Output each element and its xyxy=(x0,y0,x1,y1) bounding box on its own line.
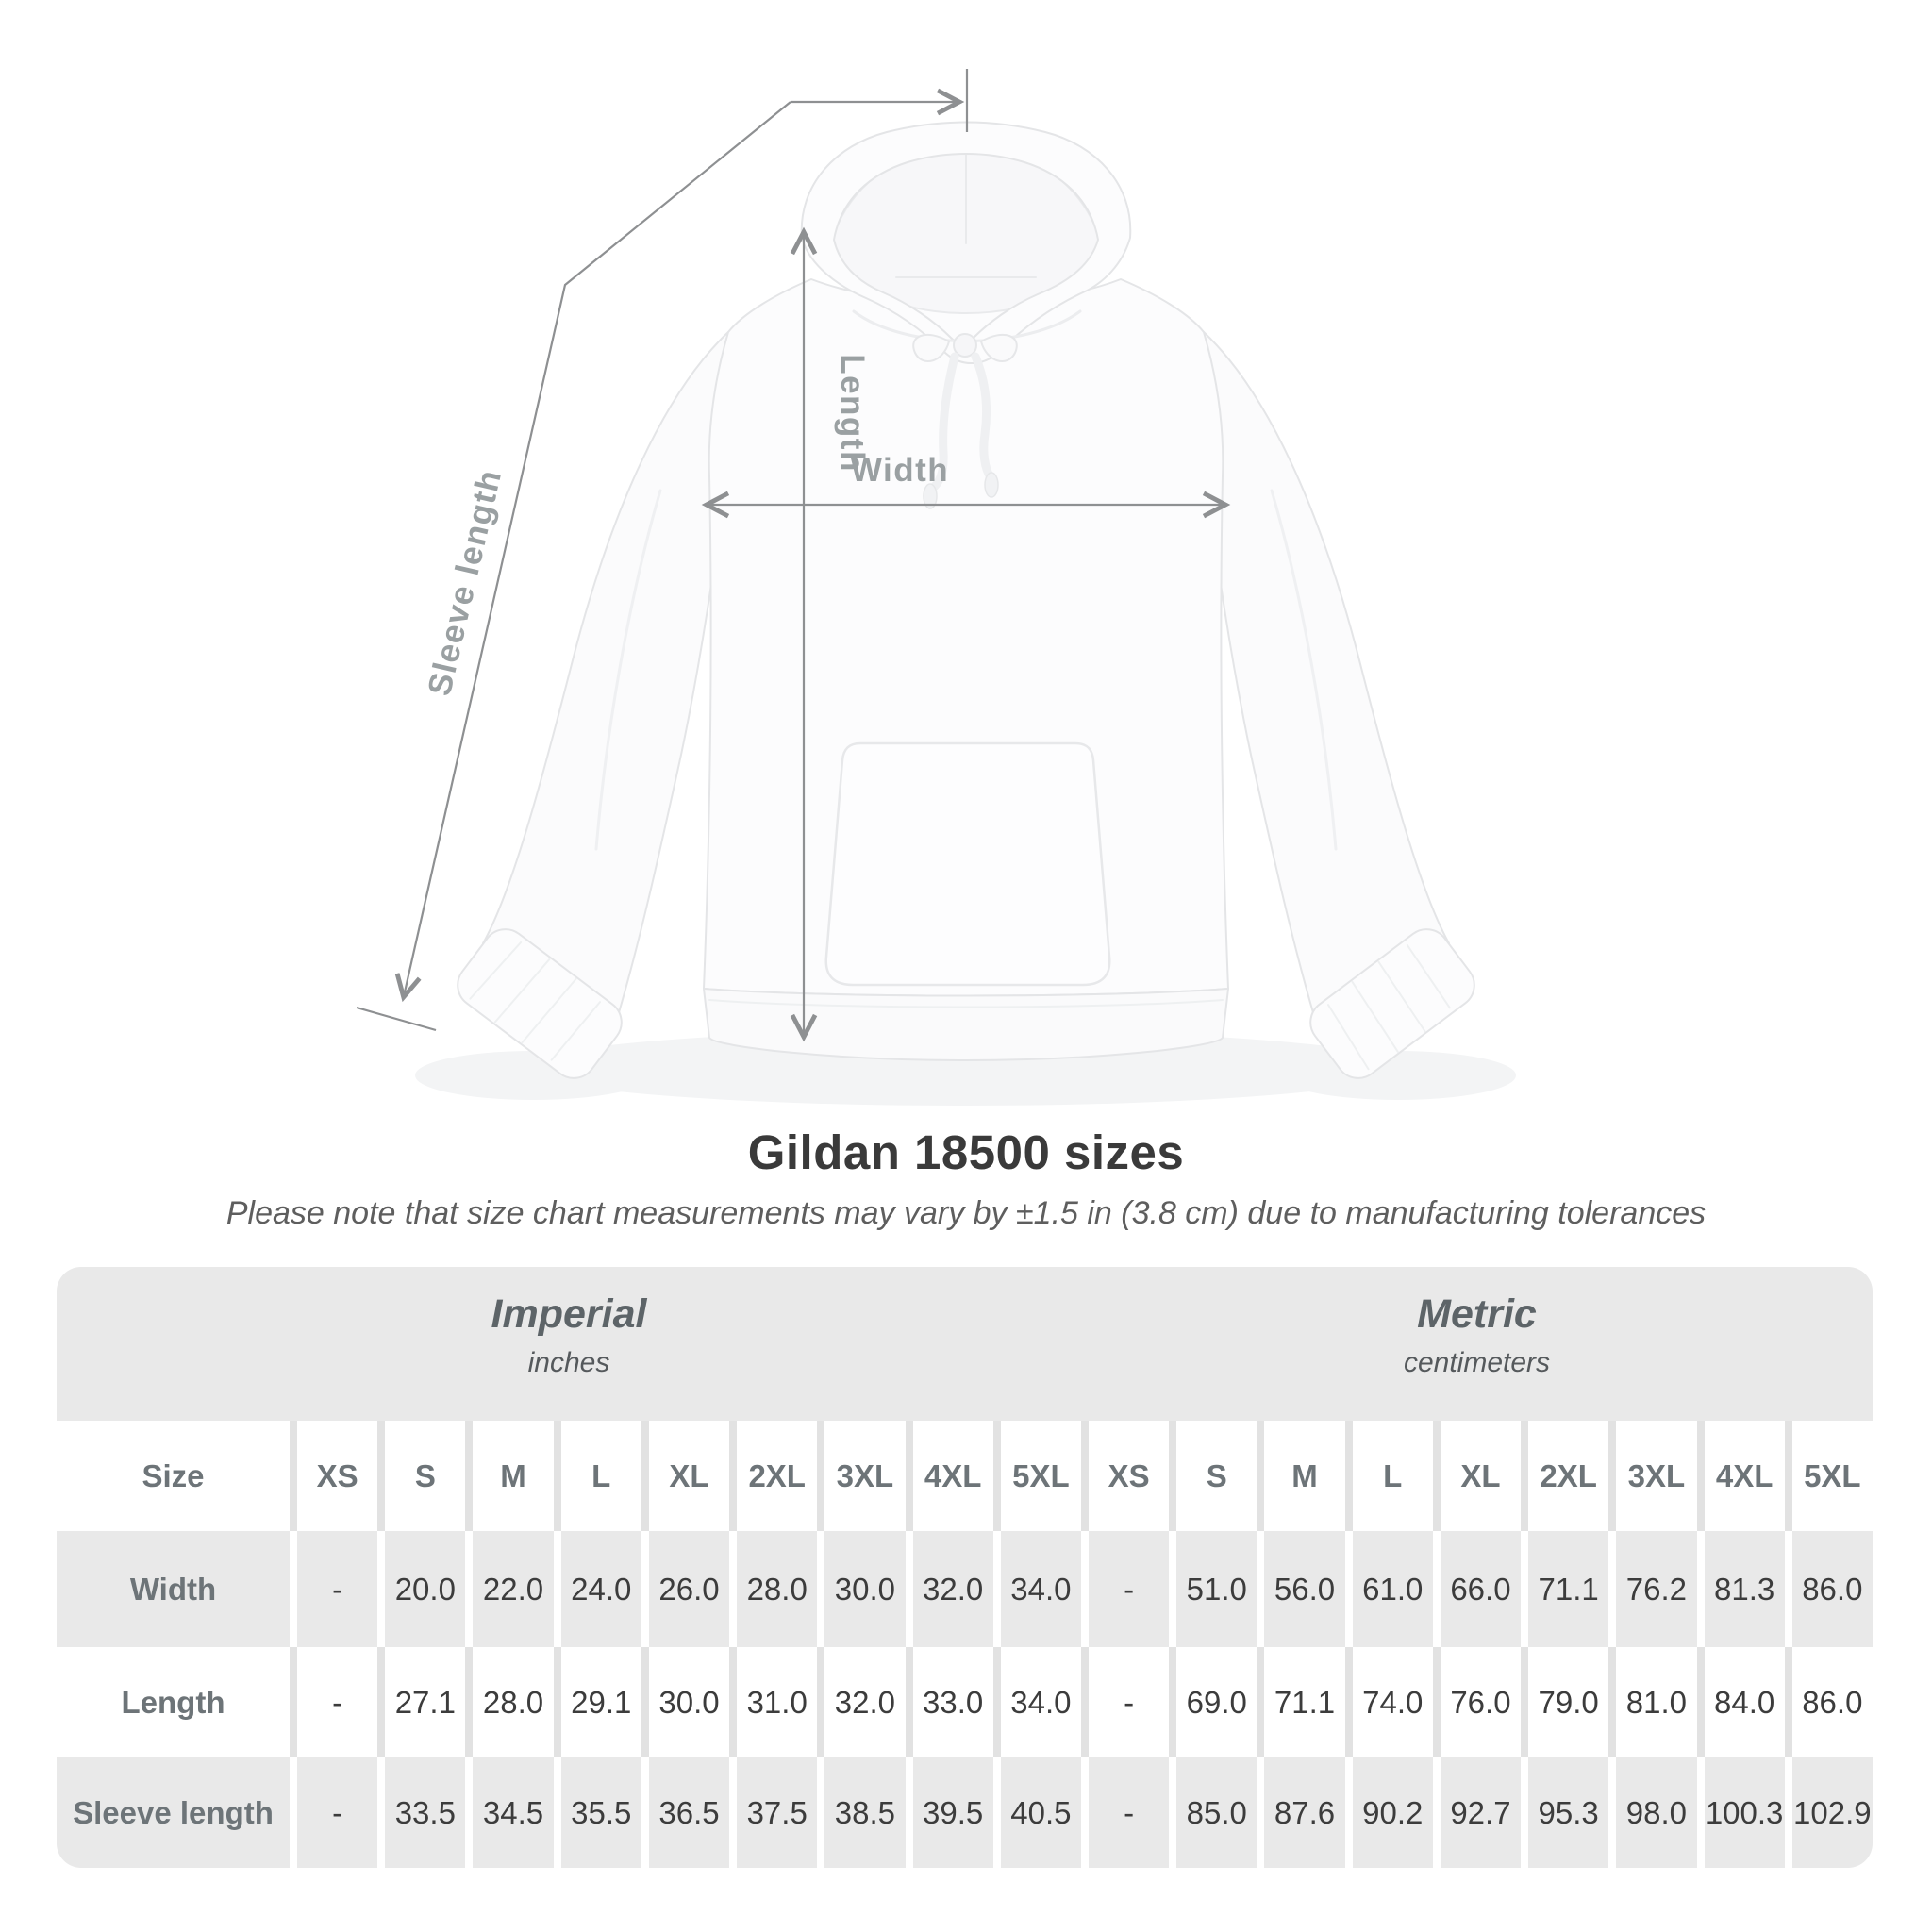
size-table xyxy=(57,1267,1873,1868)
value-cell: 71.1 xyxy=(1521,1531,1608,1647)
length-diagram-label: Length xyxy=(834,354,871,473)
value-cell: - xyxy=(1081,1531,1169,1647)
value-cell: 86.0 xyxy=(1785,1647,1873,1757)
value-cell: 39.5 xyxy=(906,1757,993,1868)
value-cell: 22.0 xyxy=(465,1531,553,1647)
size-header-cell: L xyxy=(1345,1421,1433,1531)
size-corner-header: Size xyxy=(142,1457,205,1493)
row-label-length: Length xyxy=(121,1684,225,1720)
size-header-cell: M xyxy=(1257,1421,1344,1531)
value-cell: 76.2 xyxy=(1608,1531,1696,1647)
value-cell: - xyxy=(290,1757,377,1868)
metric-label: Metric xyxy=(1417,1291,1537,1337)
value-cell: 31.0 xyxy=(729,1647,817,1757)
imperial-sublabel: inches xyxy=(527,1347,610,1378)
sleeve-length-row xyxy=(57,1757,1873,1868)
value-cell: 30.0 xyxy=(641,1647,729,1757)
length-row xyxy=(57,1647,1873,1757)
value-cell: 30.0 xyxy=(817,1531,905,1647)
value-cell: 81.0 xyxy=(1608,1647,1696,1757)
value-cell: 66.0 xyxy=(1433,1531,1521,1647)
sleeve-bottom-tick xyxy=(357,1008,436,1030)
tolerance-note: Please note that size chart measurements may vary by ±1.5 in (3.8 cm) due to manufacturing tolerances xyxy=(225,1195,1707,1231)
size-header-cell: L xyxy=(554,1421,641,1531)
size-header-cell: 4XL xyxy=(1697,1421,1785,1531)
unit-group-metric xyxy=(1081,1267,1873,1421)
value-cell: 84.0 xyxy=(1697,1647,1785,1757)
value-cell: 33.5 xyxy=(377,1757,465,1868)
value-cell: - xyxy=(290,1647,377,1757)
value-cell: 69.0 xyxy=(1169,1647,1257,1757)
sleeve-length-diagram-label: Sleeve length xyxy=(421,465,509,700)
value-cell: 32.0 xyxy=(817,1647,905,1757)
unit-header-band xyxy=(57,1267,1873,1421)
size-header-row xyxy=(57,1421,1873,1531)
value-cell: 86.0 xyxy=(1785,1531,1873,1647)
size-header-cell: XS xyxy=(290,1421,377,1531)
value-cell: 81.3 xyxy=(1697,1531,1785,1647)
value-cell: 28.0 xyxy=(465,1647,553,1757)
value-cell: 24.0 xyxy=(554,1531,641,1647)
value-cell: 27.1 xyxy=(377,1647,465,1757)
value-cell: 51.0 xyxy=(1169,1531,1257,1647)
size-header-cell: 2XL xyxy=(1521,1421,1608,1531)
value-cell: 28.0 xyxy=(729,1531,817,1647)
size-header-cell: S xyxy=(377,1421,465,1531)
value-cell: 33.0 xyxy=(906,1647,993,1757)
size-header-cell: 5XL xyxy=(1785,1421,1873,1531)
row-label-sleeve-length: Sleeve length xyxy=(73,1794,274,1830)
size-header-cell: 5XL xyxy=(993,1421,1081,1531)
value-cell: 76.0 xyxy=(1433,1647,1521,1757)
imperial-label: Imperial xyxy=(491,1291,647,1337)
size-header-cell: 3XL xyxy=(817,1421,905,1531)
width-row xyxy=(57,1531,1873,1647)
value-cell: 71.1 xyxy=(1257,1647,1344,1757)
value-cell: 79.0 xyxy=(1521,1647,1608,1757)
value-cell: 34.5 xyxy=(465,1757,553,1868)
width-diagram-label: Width xyxy=(850,452,950,489)
hoodie-illustration xyxy=(415,123,1516,1107)
value-cell: 74.0 xyxy=(1345,1647,1433,1757)
value-cell: - xyxy=(1081,1647,1169,1757)
value-cell: 85.0 xyxy=(1169,1757,1257,1868)
value-cell: 34.0 xyxy=(993,1531,1081,1647)
value-cell: 32.0 xyxy=(906,1531,993,1647)
unit-group-imperial xyxy=(57,1267,1081,1421)
value-cell: 87.6 xyxy=(1257,1757,1344,1868)
size-header-cell: S xyxy=(1169,1421,1257,1531)
size-header-cell: XL xyxy=(1433,1421,1521,1531)
value-cell: 29.1 xyxy=(554,1647,641,1757)
value-cell: 90.2 xyxy=(1345,1757,1433,1868)
size-header-cell: 4XL xyxy=(906,1421,993,1531)
value-cell: 100.3 xyxy=(1697,1757,1785,1868)
size-header-cell: 3XL xyxy=(1608,1421,1696,1531)
row-label-width: Width xyxy=(129,1571,217,1607)
value-cell: 37.5 xyxy=(729,1757,817,1868)
value-cell: - xyxy=(290,1531,377,1647)
value-cell: 38.5 xyxy=(817,1757,905,1868)
value-cell: 61.0 xyxy=(1345,1531,1433,1647)
value-cell: 95.3 xyxy=(1521,1757,1608,1868)
heading-section xyxy=(0,1124,1932,1232)
metric-sublabel: centimeters xyxy=(1403,1347,1551,1378)
size-header-cell: M xyxy=(465,1421,553,1531)
value-cell: - xyxy=(1081,1757,1169,1868)
value-cell: 34.0 xyxy=(993,1647,1081,1757)
value-cell: 36.5 xyxy=(641,1757,729,1868)
value-cell: 56.0 xyxy=(1257,1531,1344,1647)
size-header-cell: XS xyxy=(1081,1421,1169,1531)
value-cell: 20.0 xyxy=(377,1531,465,1647)
size-header-cell: XL xyxy=(641,1421,729,1531)
value-cell: 98.0 xyxy=(1608,1757,1696,1868)
value-cell: 26.0 xyxy=(641,1531,729,1647)
size-header-cell: 2XL xyxy=(729,1421,817,1531)
value-cell: 102.9 xyxy=(1785,1757,1873,1868)
page-title: Gildan 18500 sizes xyxy=(747,1125,1185,1179)
value-cell: 92.7 xyxy=(1433,1757,1521,1868)
value-cell: 40.5 xyxy=(993,1757,1081,1868)
value-cell: 35.5 xyxy=(554,1757,641,1868)
